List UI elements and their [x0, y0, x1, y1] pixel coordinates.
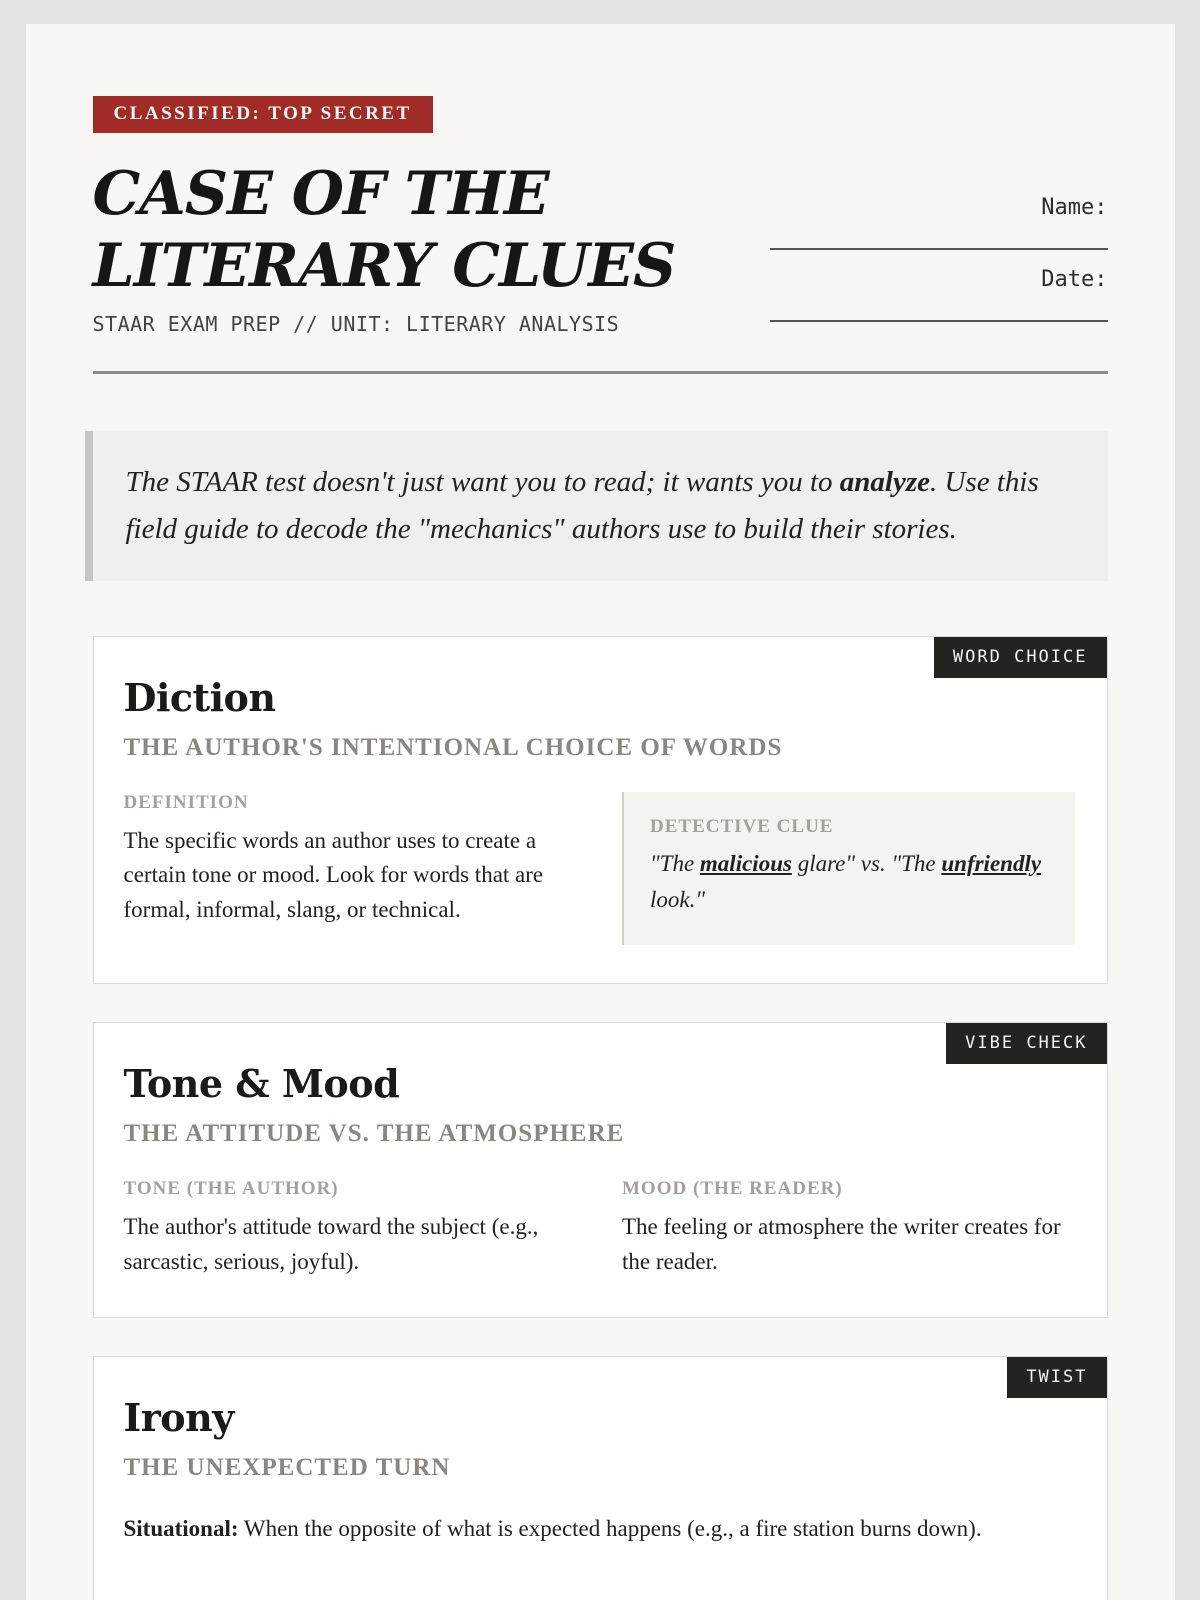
card-diction-badge: WORD CHOICE — [934, 637, 1107, 678]
page-subtitle: STAAR EXAM PREP // UNIT: LITERARY ANALYSIS — [92, 312, 620, 336]
card-irony-title: Irony — [123, 1395, 234, 1441]
header-row — [93, 158, 1108, 338]
title-block — [93, 158, 770, 338]
tone-text: The author's attitude toward the subject (e.g., sarcastic, serious, joyful). — [123, 1214, 539, 1274]
card-diction-title: Diction — [123, 674, 276, 720]
tone-label: TONE (THE AUTHOR) — [123, 1178, 339, 1200]
detective-clue-label: DETECTIVE CLUE — [650, 815, 834, 837]
name-write-line — [770, 222, 1108, 250]
definition-text: The specific words an author uses to create a certain tone or mood. Look for words that are formal, informal, slang, or technical. — [123, 827, 544, 922]
card-irony — [93, 1356, 1108, 1600]
worksheet-page — [26, 24, 1175, 1600]
date-label: Date: — [1041, 267, 1108, 292]
name-date-block — [770, 158, 1108, 338]
detective-clue-box — [622, 792, 1075, 945]
card-diction — [93, 636, 1108, 984]
page-title — [93, 158, 770, 302]
definition-label: DEFINITION — [123, 791, 249, 813]
tone-column — [124, 1178, 577, 1279]
card-tone-mood — [93, 1022, 1108, 1318]
irony-situational-text: Situational: When the opposite of what is expected happens (e.g., a fire station burns down). — [123, 1516, 982, 1542]
card-diction-columns — [124, 792, 1075, 945]
mood-text: The feeling or atmosphere the writer creates for the reader. — [622, 1214, 1061, 1274]
intro-text: The STAAR test doesn't just want you to read; it wants you to analyze. Use this field guide to decode the "mechanics" authors use to build their stories. — [125, 466, 1039, 545]
page-title-line1: CASE OF THE — [92, 159, 549, 229]
date-write-line — [770, 294, 1108, 322]
card-irony-badge: TWIST — [1007, 1357, 1106, 1398]
intro-blockquote — [85, 431, 1108, 581]
header-divider — [93, 371, 1108, 374]
detective-clue-text: "The malicious glare" vs. "The unfriendly look." — [650, 850, 1042, 912]
card-tone-mood-columns — [124, 1178, 1075, 1279]
card-tone-mood-title: Tone & Mood — [123, 1061, 400, 1107]
definition-column — [124, 792, 577, 945]
irony-card-overflow-space — [124, 1547, 1075, 1600]
mood-column — [622, 1178, 1075, 1279]
page-title-line2: LITERARY CLUES — [92, 231, 676, 301]
card-tone-mood-badge: VIBE CHECK — [946, 1023, 1106, 1064]
card-diction-subtitle: THE AUTHOR'S INTENTIONAL CHOICE OF WORDS — [123, 733, 783, 761]
card-tone-mood-subtitle: THE ATTITUDE VS. THE ATMOSPHERE — [123, 1120, 625, 1148]
classified-badge: CLASSIFIED: TOP SECRET — [93, 96, 433, 133]
mood-label: MOOD (THE READER) — [622, 1178, 843, 1200]
card-irony-subtitle: THE UNEXPECTED TURN — [123, 1454, 451, 1482]
name-label: Name: — [1041, 195, 1108, 220]
